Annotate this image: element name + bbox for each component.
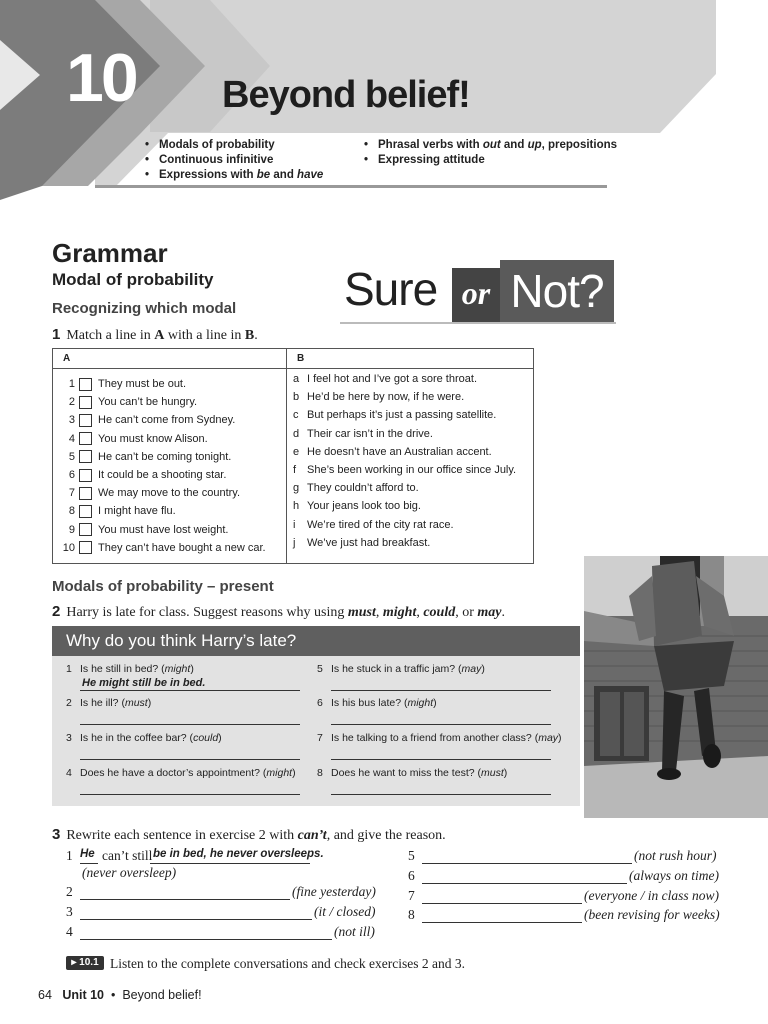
exercise-3-item: 8	[408, 907, 415, 922]
answer-checkbox[interactable]	[79, 378, 92, 391]
match-item-b: g They couldn’t afford to.	[293, 482, 419, 495]
match-item-a: 5 He can’t be coming tonight.	[68, 450, 232, 463]
column-a-header: A	[53, 349, 287, 369]
unit-number: 10	[66, 40, 136, 116]
sure-text: Sure	[344, 263, 438, 315]
answer-line[interactable]	[331, 759, 551, 760]
answer-line[interactable]	[422, 903, 582, 904]
question-item: 4 Does he have a doctor’s appointment? (might)	[66, 767, 296, 779]
match-item-b: f She’s been working in our office since July.	[293, 464, 517, 476]
logo-underline	[340, 322, 616, 324]
question-item: 5 Is he stuck in a traffic jam? (may)	[317, 663, 485, 675]
answer-checkbox[interactable]	[79, 541, 92, 554]
topic-item: • Modals of probability	[145, 138, 323, 153]
question-item: 6 Is his bus late? (might)	[317, 697, 437, 709]
audio-instruction: Listen to the complete conversations and check exercises 2 and 3.	[110, 956, 466, 971]
answer-line[interactable]	[422, 883, 627, 884]
footer-title: Beyond belief!	[122, 988, 202, 1002]
hint-text: (it / closed)	[314, 904, 376, 919]
match-item-a: 3 He can’t come from Sydney.	[68, 414, 236, 427]
exercise-3-instruction: 3 Rewrite each sentence in exercise 2 with can’t, and give the reason.	[52, 826, 446, 843]
answer-line[interactable]	[331, 794, 551, 795]
exercise-1-instruction: 1 Match a line in A with a line in B.	[52, 326, 258, 343]
example-answer-start: He	[80, 848, 95, 860]
answer-checkbox[interactable]	[79, 414, 92, 427]
answer-checkbox[interactable]	[79, 432, 92, 445]
question-item: 7 Is he talking to a friend from another class? (may)	[317, 732, 562, 744]
exercise-3-item: 1	[66, 848, 73, 863]
student-running-photo	[584, 556, 768, 818]
hint-text: (been revising for weeks)	[584, 907, 720, 922]
answer-line[interactable]	[80, 690, 300, 691]
page-footer: 64 Unit 10 • Beyond belief!	[38, 988, 202, 1002]
subsection-heading: Modals of probability – present	[52, 578, 274, 595]
hint-text: (not ill)	[334, 924, 375, 939]
exercise-3-item: 3	[66, 904, 73, 919]
or-badge: or	[452, 268, 500, 322]
speaker-icon: ▸	[71, 957, 77, 968]
topic-item: • Phrasal verbs with out and up, prepositions	[364, 138, 617, 153]
answer-line[interactable]	[422, 863, 632, 864]
not-badge: Not?	[500, 260, 614, 322]
answer-checkbox[interactable]	[79, 523, 92, 536]
page-number: 64	[38, 988, 52, 1002]
hint-text: (always on time)	[629, 868, 719, 883]
topic-item: • Continuous infinitive	[145, 153, 323, 168]
hint-text: (never oversleep)	[82, 865, 177, 880]
hint-text: (everyone / in class now)	[584, 888, 719, 903]
topic-list-right	[364, 138, 617, 168]
answer-line[interactable]	[80, 919, 312, 920]
hint-text: (fine yesterday)	[292, 884, 376, 899]
match-table	[52, 348, 534, 564]
exercise-3-item: 6	[408, 868, 415, 883]
match-item-a: 7 We may move to the country.	[68, 487, 241, 500]
answer-checkbox[interactable]	[79, 396, 92, 409]
match-item-b: a I feel hot and I’ve got a sore throat.	[293, 373, 477, 385]
exercise-3-item: 2	[66, 884, 73, 899]
exercise-3-item: 7	[408, 888, 415, 903]
match-item-b: e He doesn’t have an Australian accent.	[293, 445, 492, 458]
header-divider	[95, 185, 607, 188]
match-item-b: h Your jeans look too big.	[293, 500, 421, 513]
match-item-b: b He’d be here by now, if he were.	[293, 391, 465, 404]
question-item: 2 Is he ill? (must)	[66, 697, 152, 709]
match-item-a: 6 It could be a shooting star.	[68, 469, 227, 481]
match-item-b: d Their car isn’t in the drive.	[293, 427, 433, 440]
answer-line[interactable]	[331, 690, 551, 691]
answer-line[interactable]	[331, 724, 551, 725]
answer-line[interactable]	[80, 939, 332, 940]
example-answer: He might still be in bed.	[82, 677, 206, 689]
section-heading: Grammar	[52, 238, 168, 268]
answer-line[interactable]	[80, 724, 300, 725]
question-item: 3 Is he in the coffee bar? (could)	[66, 732, 222, 744]
match-item-b: i We’re tired of the city rat race.	[293, 518, 454, 531]
match-item-a: 8 I might have flu.	[68, 505, 176, 518]
subsection-heading: Recognizing which modal	[52, 300, 237, 317]
unit-title: Beyond belief!	[222, 74, 470, 116]
example-text: can’t still	[102, 848, 153, 863]
exercise-box	[52, 656, 580, 806]
question-item: 8 Does he want to miss the test? (must)	[317, 767, 508, 779]
topic-item: • Expressing attitude	[364, 153, 617, 168]
topic-list-left	[145, 138, 323, 183]
answer-line[interactable]	[80, 899, 290, 900]
answer-checkbox[interactable]	[79, 505, 92, 518]
example-answer: be in bed, he never oversleeps.	[153, 848, 324, 860]
hint-text: (not rush hour)	[634, 848, 717, 863]
section-subheading: Modal of probability	[52, 270, 214, 289]
match-item-a: 10 They can’t have bought a new car.	[62, 541, 266, 554]
question-item: 1 Is he still in bed? (might)	[66, 663, 194, 675]
answer-line[interactable]	[80, 759, 300, 760]
exercise-3-item: 5	[408, 848, 415, 863]
answer-line[interactable]	[422, 922, 582, 923]
match-item-a: 9 You must have lost weight.	[68, 523, 229, 536]
column-b-header: B	[287, 349, 533, 369]
footer-unit: Unit 10	[62, 988, 105, 1002]
answer-line[interactable]	[80, 794, 300, 795]
audio-track-badge[interactable]: ▸ 10.1	[66, 956, 104, 970]
topic-item: • Expressions with be and have	[145, 168, 323, 183]
match-item-b: c But perhaps it’s just a passing satellite.	[293, 409, 497, 422]
answer-checkbox[interactable]	[79, 487, 92, 500]
match-item-a: 1 They must be out.	[68, 378, 187, 390]
answer-checkbox[interactable]	[79, 469, 92, 482]
exercise-box-title: Why do you think Harry’s late?	[52, 626, 580, 656]
exercise-3-item: 4	[66, 924, 73, 939]
match-item-a: 4 You must know Alison.	[68, 432, 208, 445]
exercise-2-instruction: 2 Harry is late for class. Suggest reasons why using must, might, could, or may.	[52, 603, 506, 620]
answer-checkbox[interactable]	[79, 450, 92, 463]
match-item-a: 2 You can’t be hungry.	[68, 396, 198, 409]
match-item-b: j We’ve just had breakfast.	[293, 536, 431, 549]
